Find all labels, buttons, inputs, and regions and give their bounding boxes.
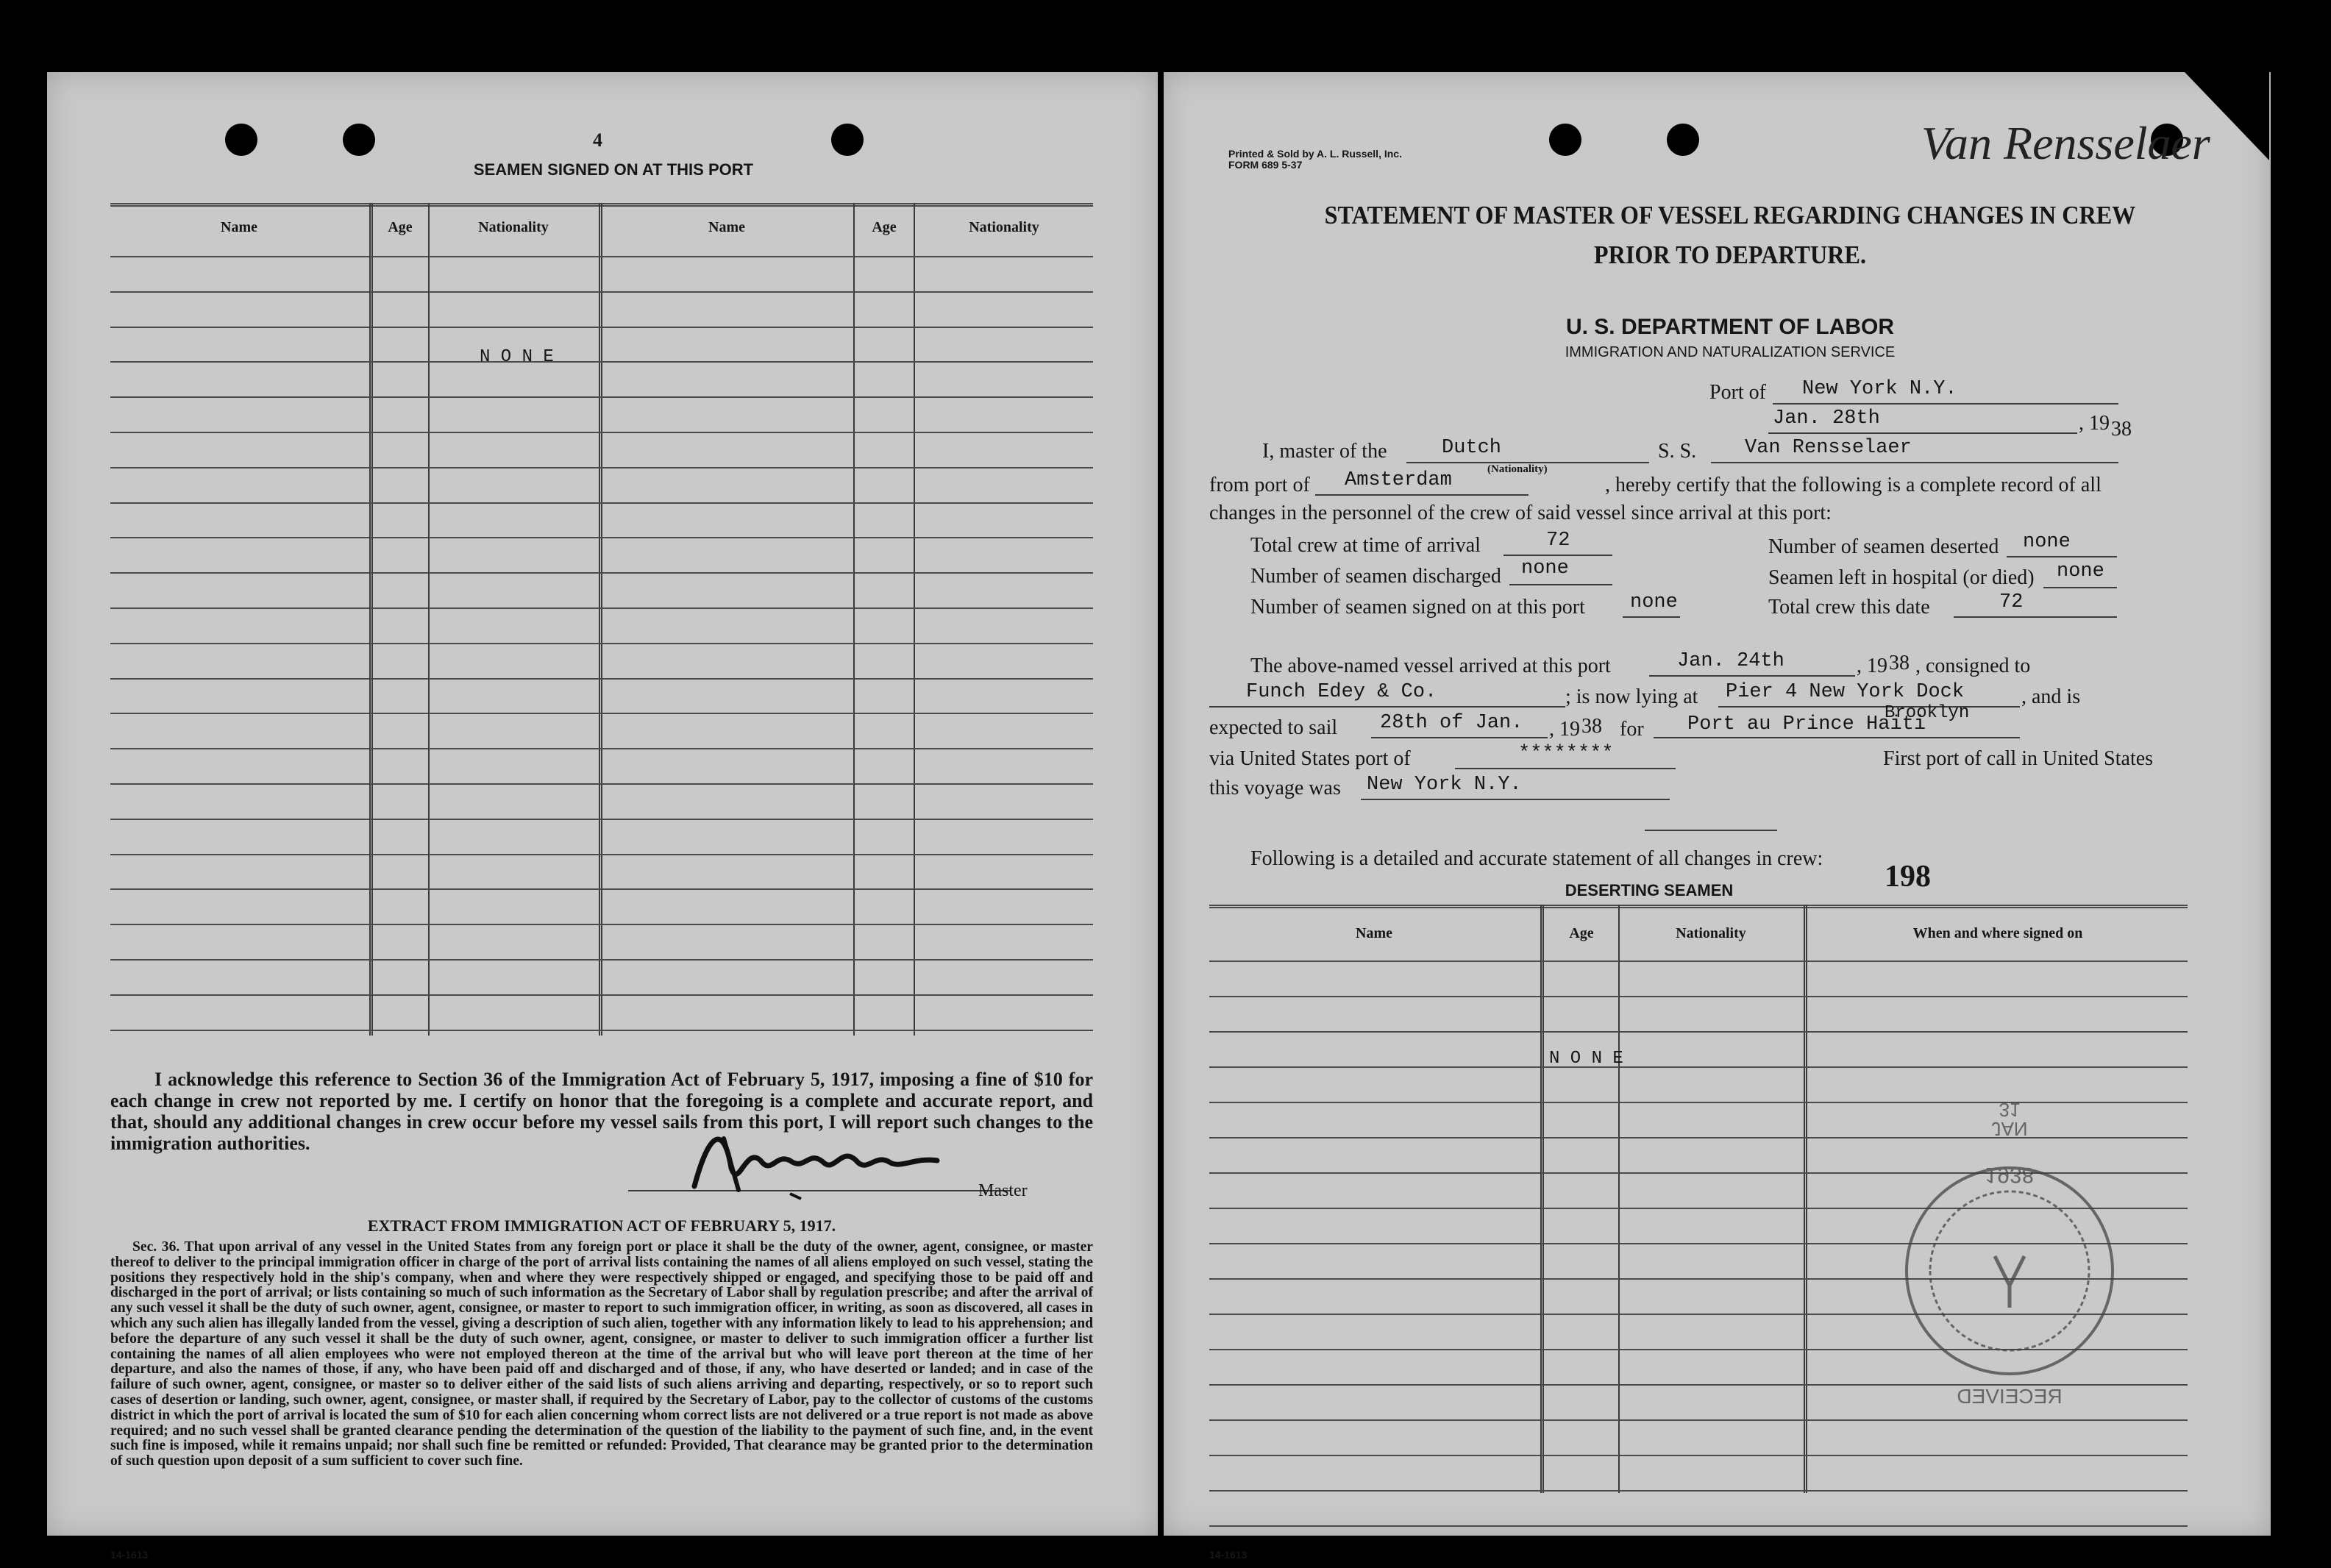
table-row [110, 819, 1093, 820]
arrived-label: The above-named vessel arrived at this port [1250, 655, 1611, 677]
master-of-label: I, master of the [1262, 440, 1387, 463]
table-row [110, 291, 1093, 293]
column-header-name: Name [221, 219, 257, 235]
signed-on-label: Number of seamen signed on at this port [1250, 596, 1585, 619]
column-header-nationality: Nationality [478, 219, 549, 235]
column-header-nationality: Nationality [1676, 925, 1746, 941]
master-signature [680, 1116, 989, 1205]
left-page [47, 72, 1158, 1561]
table-row [1209, 1031, 2188, 1033]
table-row [1209, 1490, 2188, 1492]
destination-value: Port au Prince Haiti [1687, 713, 1926, 735]
total-crew-label: Total crew at time of arrival [1250, 534, 1481, 557]
column-header-name: Name [708, 219, 745, 235]
none-entry: N O N E [480, 347, 554, 367]
table-row [1209, 1455, 2188, 1456]
expected-value: 28th of Jan. [1380, 712, 1523, 734]
port-value: New York N.Y. [1802, 378, 1957, 400]
folded-corner [2185, 72, 2269, 160]
table-row [1209, 1525, 2188, 1527]
table-row [110, 361, 1093, 363]
nationality-value: Dutch [1442, 437, 1502, 459]
table-row [110, 607, 1093, 609]
form-code: 14-1613 [110, 1549, 149, 1561]
following-text: Following is a detailed and accurate statement of all changes in crew: [1250, 847, 1823, 870]
arrived-year-prefix: , 19 [1857, 655, 1887, 677]
lying-extra: Brooklyn [1885, 703, 1970, 723]
lying-label: ; is now lying at [1565, 685, 1698, 708]
arrived-year-suffix: 38 [1889, 652, 1910, 674]
table-row [110, 572, 1093, 574]
column-header-age: Age [872, 219, 897, 235]
none-entry: N O N E [1549, 1049, 1623, 1069]
total-crew-value: 72 [1546, 530, 1570, 552]
table-row [110, 854, 1093, 855]
handwritten-ship-name: Van Rensselaer [1921, 117, 2210, 169]
table-row [1209, 961, 2188, 962]
table-row [110, 537, 1093, 538]
deserting-title: DESERTING SEAMEN [1565, 881, 1734, 899]
deserted-label: Number of seamen deserted [1768, 535, 1999, 558]
table-row [110, 467, 1093, 468]
total-date-value: 72 [1999, 591, 2024, 613]
column-header-nationality: Nationality [969, 219, 1039, 235]
table-row [1209, 1066, 2188, 1068]
svg-text:1938: 1938 [1985, 1163, 2035, 1187]
date-value: Jan. 28th [1773, 407, 1880, 430]
and-is-text: , and is [2021, 685, 2081, 708]
extract-title: EXTRACT FROM IMMIGRATION ACT OF FEBRUARY 5, 1917. [367, 1216, 836, 1235]
voyage-label: this voyage was [1209, 777, 1341, 799]
table-row [110, 643, 1093, 644]
discharged-value: none [1521, 557, 1569, 580]
table-row [110, 396, 1093, 398]
from-port-label: from port of [1209, 474, 1310, 496]
stamp-number: 198 [1885, 860, 1931, 894]
table-row [110, 502, 1093, 504]
punch-hole [1667, 124, 1699, 156]
table-row [110, 432, 1093, 433]
column-header-name: Name [1356, 925, 1392, 941]
voyage-value: New York N.Y. [1367, 774, 1522, 796]
expected-label: expected to sail [1209, 716, 1338, 739]
certify-text: , hereby certify that the following is a complete record of all [1605, 474, 2102, 496]
table-row [110, 713, 1093, 714]
punch-hole [225, 124, 257, 156]
port-label: Port of [1709, 381, 1766, 404]
table-row [110, 1030, 1093, 1031]
right-page [1164, 72, 2271, 1561]
svg-text:31: 31 [1999, 1099, 2021, 1121]
from-port-value: Amsterdam [1345, 469, 1452, 491]
expected-year-prefix: , 19 [1549, 718, 1580, 741]
year-suffix: 38 [2111, 418, 2132, 441]
signed-on-value: none [1630, 591, 1678, 613]
master-label: Master [978, 1181, 1028, 1200]
for-label: for [1620, 718, 1644, 741]
table-row [110, 888, 1093, 890]
column-header-age: Age [1569, 925, 1594, 941]
table-row [110, 994, 1093, 996]
svg-text:JAN: JAN [1991, 1118, 2028, 1140]
form-code: 14-1613 [1209, 1549, 1248, 1561]
column-header-age: Age [388, 219, 413, 235]
expected-year-suffix: 38 [1581, 715, 1602, 738]
first-port-label: First port of call in United States [1883, 747, 2154, 770]
hospital-label: Seamen left in hospital (or died) [1768, 566, 2035, 589]
discharged-label: Number of seamen discharged [1250, 565, 1501, 588]
received-stamp [1885, 1087, 2135, 1411]
column-header-when-where: When and where signed on [1912, 925, 2083, 941]
via-value: ******** [1518, 743, 1614, 765]
service-name: IMMIGRATION AND NATURALIZATION SERVICE [1565, 344, 1896, 360]
hospital-value: none [2057, 560, 2104, 582]
table-row [1209, 1419, 2188, 1421]
printer-credit: Printed & Sold by A. L. Russell, Inc. FORM 689 5-37 [1228, 148, 1402, 171]
punch-hole [831, 124, 864, 156]
consigned-label: , consigned to [1915, 655, 2031, 677]
table-row [110, 924, 1093, 925]
table-row [1209, 996, 2188, 997]
signed-on-table [110, 203, 1093, 1036]
via-label: via United States port of [1209, 747, 1411, 770]
svg-text:RECEIVED: RECEIVED [1957, 1385, 2063, 1408]
extract-text: Sec. 36. That upon arrival of any vessel in the United States from any foreign port or place it shall be the duty of the owner, agent, consignee, or master thereof to deliver to the principal immigration officer in charge of the port of arrival lists containing the names of all aliens employed on such vessel, stating the positions they respectively hold in the ship's company, when and where they were respectively shipped or engaged, and specifying those to be paid off and discharged in the port of arrival; or lists containing so much of such information as the Secretary of Labor shall by regulation prescribe; and after the arrival of any such vessel it shall be the duty of such owner, agent, consignee, or master to report to such immigration officer, in writing, as soon as discovered, all cases in which any such alien has illegally landed from the vessel, giving a description of such alien, together with any information likely to lead to his apprehension; and before the departure of any such vessel it shall be the duty of such owner, agent, consignee, or master to deliver to such immigration officer a further list containing the names of all alien employees who were not employed thereon at the time of the arrival but who will leave port thereon at the time of her departure, and also the names of those, if any, who have been paid off and discharged and of those, if any, who have deserted or landed; and in case of the failure of such owner, agent, consignee, or master so to deliver either of the said lists of such aliens arriving and departing, respectively, or so to report such cases of desertion or landing, such owner, agent, consignee, or master shall, if required by the Secretary of Labor, pay to the collector of customs of the customs district in which the port of arrival is located the sum of $10 for each alien concerning whom correct lists are not delivered or a true report is not made as above required; and no such vessel shall be granted clearance pending the determination of the question of the liability to the payment of such fine, and, in the event such fine is imposed, while it remains unpaid; nor shall such fine be remitted or refunded: Provided, That clearance may be granted prior to the determination of such question upon deposit of a sum sufficient to cover such fine. [110, 1239, 1093, 1469]
deserted-value: none [2023, 531, 2071, 553]
table-row [110, 678, 1093, 680]
table-row [110, 327, 1093, 328]
page-number: 4 [593, 129, 602, 151]
lying-value: Pier 4 New York Dock [1726, 681, 1965, 703]
arrived-value: Jan. 24th [1677, 650, 1784, 672]
table-row [110, 256, 1093, 257]
table-row [110, 748, 1093, 749]
changes-text: changes in the personnel of the crew of said vessel since arrival at this port: [1209, 502, 1832, 524]
year-prefix: , 19 [2079, 412, 2110, 435]
total-date-label: Total crew this date [1768, 596, 1930, 619]
table-row [110, 959, 1093, 961]
seamen-signed-title: SEAMEN SIGNED ON AT THIS PORT [473, 160, 754, 179]
punch-hole [343, 124, 375, 156]
ss-label: S. S. [1658, 440, 1697, 463]
department-name: U. S. DEPARTMENT OF LABOR [1565, 315, 1895, 339]
nationality-caption: (Nationality) [1487, 463, 1548, 475]
form-title: STATEMENT OF MASTER OF VESSEL REGARDING CHANGES IN CREW PRIOR TO DEPARTURE. [1324, 201, 2136, 269]
punch-hole [1549, 124, 1581, 156]
consignee-value: Funch Edey & Co. [1246, 681, 1437, 703]
table-row [110, 783, 1093, 785]
acknowledgement: I acknowledge this reference to Section 36 of the Immigration Act of February 5, 1917, imposing a fine of $10 for each change in crew not reported by me. I certify on honor that the foregoing is a complete and accurate report, and that, should any additional changes in crew occur before my vessel sails from this port, I will report such changes to the immigration authorities. [110, 1069, 1093, 1154]
vessel-value: Van Rensselaer [1745, 437, 1912, 459]
